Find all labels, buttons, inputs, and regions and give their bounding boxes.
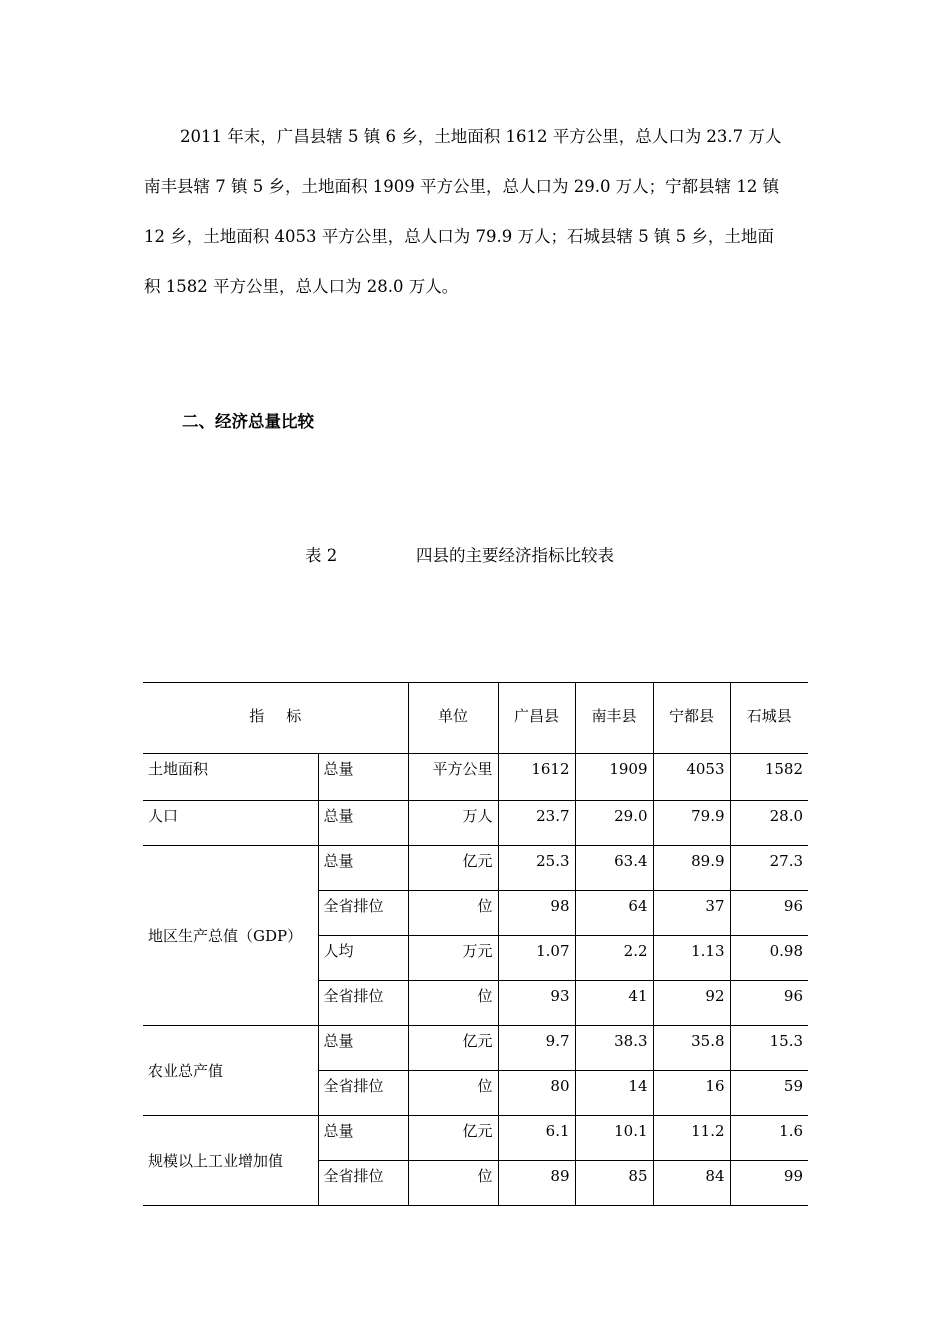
value-cell: 93 (498, 981, 575, 1026)
table-header-row (143, 683, 808, 754)
sub-indicator: 总量 (318, 1026, 408, 1071)
paragraph-line: 12 乡，土地面积 4053 平方公里，总人口为 79.9 万人；石城县辖 5 镇 5 乡，土地面 (144, 227, 774, 246)
value-cell: 4053 (653, 754, 730, 801)
sub-indicator: 总量 (318, 1116, 408, 1161)
unit-cell: 位 (408, 891, 498, 936)
value-cell: 64 (575, 891, 653, 936)
value-cell: 14 (575, 1071, 653, 1116)
unit-cell: 亿元 (408, 1026, 498, 1071)
value-cell: 1909 (575, 754, 653, 801)
intro-paragraph (144, 112, 808, 312)
header-unit: 单位 (408, 683, 498, 754)
value-cell: 1.07 (498, 936, 575, 981)
value-cell: 96 (730, 981, 808, 1026)
value-cell: 1612 (498, 754, 575, 801)
value-cell: 89.9 (653, 846, 730, 891)
value-cell: 80 (498, 1071, 575, 1116)
value-cell: 16 (653, 1071, 730, 1116)
value-cell: 35.8 (653, 1026, 730, 1071)
header-county: 石城县 (730, 683, 808, 754)
section-heading: 二、经济总量比较 (182, 412, 314, 431)
sub-indicator: 全省排位 (318, 1161, 408, 1206)
value-cell: 11.2 (653, 1116, 730, 1161)
header-county: 南丰县 (575, 683, 653, 754)
indicator-group-name: 农业总产值 (143, 1026, 318, 1116)
value-cell: 2.2 (575, 936, 653, 981)
unit-cell: 万元 (408, 936, 498, 981)
sub-indicator: 人均 (318, 936, 408, 981)
value-cell: 28.0 (730, 801, 808, 846)
value-cell: 59 (730, 1071, 808, 1116)
value-cell: 41 (575, 981, 653, 1026)
table-caption-number: 表 2 (305, 546, 338, 565)
value-cell: 92 (653, 981, 730, 1026)
value-cell: 79.9 (653, 801, 730, 846)
paragraph-line: 南丰县辖 7 镇 5 乡，土地面积 1909 平方公里，总人口为 29.0 万人；宁都县辖 12 镇 (144, 177, 780, 196)
unit-cell: 亿元 (408, 846, 498, 891)
indicator-group-name: 土地面积 (143, 754, 318, 801)
indicator-group-name: 规模以上工业增加值 (143, 1116, 318, 1206)
economic-indicators-table (143, 682, 808, 1206)
indicator-group-name: 地区生产总值（GDP） (143, 846, 318, 1026)
value-cell: 1582 (730, 754, 808, 801)
value-cell: 9.7 (498, 1026, 575, 1071)
table-row (143, 846, 808, 891)
table-caption-title: 四县的主要经济指标比较表 (416, 546, 614, 565)
sub-indicator: 总量 (318, 754, 408, 801)
value-cell: 89 (498, 1161, 575, 1206)
value-cell: 23.7 (498, 801, 575, 846)
unit-cell: 位 (408, 1161, 498, 1206)
header-indicator: 指标 (143, 683, 408, 754)
value-cell: 37 (653, 891, 730, 936)
header-county: 广昌县 (498, 683, 575, 754)
value-cell: 96 (730, 891, 808, 936)
table-row (143, 1116, 808, 1161)
unit-cell: 平方公里 (408, 754, 498, 801)
value-cell: 10.1 (575, 1116, 653, 1161)
value-cell: 85 (575, 1161, 653, 1206)
value-cell: 29.0 (575, 801, 653, 846)
table-row (143, 754, 808, 801)
value-cell: 15.3 (730, 1026, 808, 1071)
sub-indicator: 总量 (318, 801, 408, 846)
value-cell: 99 (730, 1161, 808, 1206)
value-cell: 1.13 (653, 936, 730, 981)
unit-cell: 亿元 (408, 1116, 498, 1161)
unit-cell: 位 (408, 1071, 498, 1116)
value-cell: 84 (653, 1161, 730, 1206)
value-cell: 6.1 (498, 1116, 575, 1161)
unit-cell: 位 (408, 981, 498, 1026)
value-cell: 63.4 (575, 846, 653, 891)
sub-indicator: 全省排位 (318, 891, 408, 936)
paragraph-line: 积 1582 平方公里，总人口为 28.0 万人。 (144, 277, 459, 296)
table-row (143, 1026, 808, 1071)
value-cell: 38.3 (575, 1026, 653, 1071)
paragraph-line: 2011 年末，广昌县辖 5 镇 6 乡，土地面积 1612 平方公里，总人口为 23.7 万人 (180, 127, 782, 146)
sub-indicator: 总量 (318, 846, 408, 891)
value-cell: 27.3 (730, 846, 808, 891)
value-cell: 0.98 (730, 936, 808, 981)
value-cell: 1.6 (730, 1116, 808, 1161)
unit-cell: 万人 (408, 801, 498, 846)
value-cell: 25.3 (498, 846, 575, 891)
sub-indicator: 全省排位 (318, 1071, 408, 1116)
indicator-group-name: 人口 (143, 801, 318, 846)
table-row (143, 801, 808, 846)
header-county: 宁都县 (653, 683, 730, 754)
value-cell: 98 (498, 891, 575, 936)
sub-indicator: 全省排位 (318, 981, 408, 1026)
